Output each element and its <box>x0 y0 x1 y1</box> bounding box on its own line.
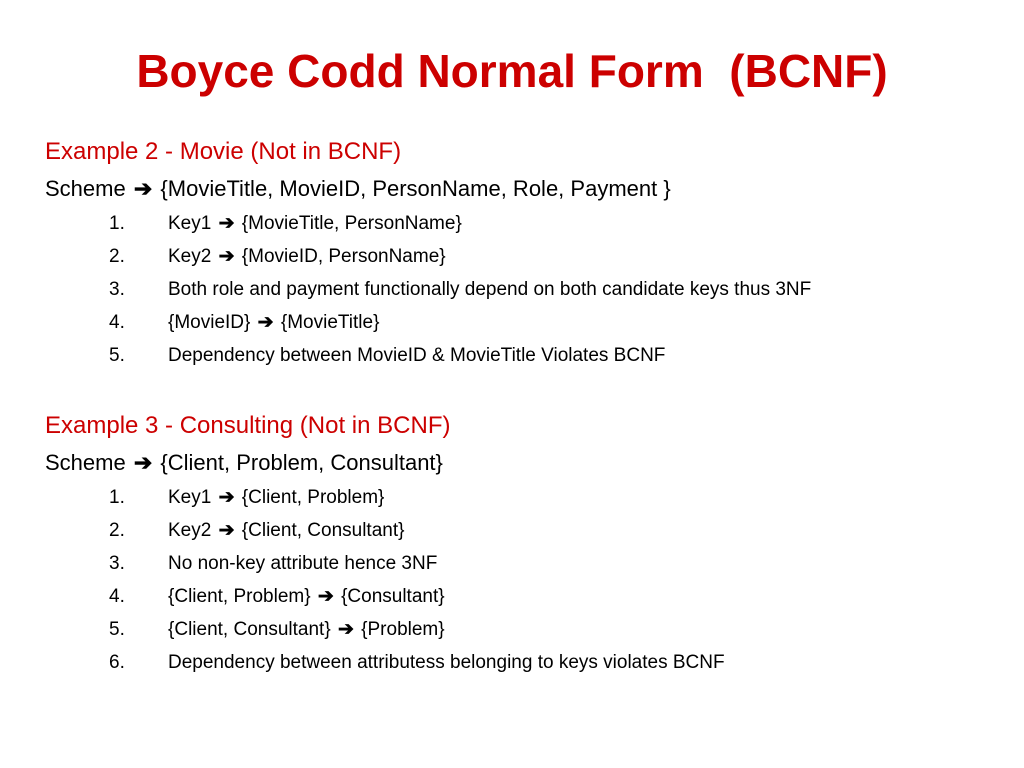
item-text <box>168 240 446 273</box>
item-text <box>168 306 379 339</box>
slide-title: Boyce Codd Normal Form (BCNF) <box>136 45 888 97</box>
example-heading: Example 2 - Movie (Not in BCNF) <box>45 138 402 165</box>
right-arrow-icon: ➔ <box>317 586 334 607</box>
item-text: Dependency between attributess belonging to keys violates BCNF <box>168 652 725 673</box>
list-item <box>45 547 1005 580</box>
list-item <box>45 240 1005 273</box>
dependency-right: {Client, Problem} <box>241 487 385 508</box>
item-number: 2. <box>109 520 125 541</box>
list-item <box>45 514 1005 547</box>
scheme-value: {Client, Problem, Consultant} <box>160 450 443 475</box>
example-heading: Example 3 - Consulting (Not in BCNF) <box>45 412 451 439</box>
dependency-left: {Client, Consultant} <box>168 619 331 640</box>
item-text <box>168 514 404 547</box>
dependency-left: {MovieID} <box>168 312 251 333</box>
list-item <box>45 207 1005 240</box>
right-arrow-icon: ➔ <box>133 176 153 201</box>
item-text: Dependency between MovieID & MovieTitle Violates BCNF <box>168 345 666 366</box>
right-arrow-icon: ➔ <box>218 213 235 234</box>
dependency-left: Key1 <box>168 487 212 508</box>
item-number: 5. <box>109 619 125 640</box>
right-arrow-icon: ➔ <box>257 312 274 333</box>
list-item <box>45 306 1005 339</box>
right-arrow-icon: ➔ <box>218 487 235 508</box>
scheme-label: Scheme <box>45 450 126 475</box>
dependency-right: {MovieID, PersonName} <box>241 246 446 267</box>
example-3-section <box>45 408 1005 679</box>
item-number: 6. <box>109 652 125 673</box>
item-text <box>168 580 445 613</box>
list-item <box>45 613 1005 646</box>
item-number: 1. <box>109 487 125 508</box>
list-item <box>45 481 1005 514</box>
example-2-section <box>45 134 1005 372</box>
item-number: 3. <box>109 279 125 300</box>
dependency-right: {MovieTitle, PersonName} <box>241 213 462 234</box>
right-arrow-icon: ➔ <box>218 520 235 541</box>
list-item <box>45 273 1005 306</box>
item-text: No non-key attribute hence 3NF <box>168 553 438 574</box>
item-text: Both role and payment functionally depend on both candidate keys thus 3NF <box>168 279 812 300</box>
item-number: 2. <box>109 246 125 267</box>
dependency-right: {Consultant} <box>341 586 445 607</box>
item-text <box>168 481 384 514</box>
right-arrow-icon: ➔ <box>337 619 354 640</box>
dependency-left: {Client, Problem} <box>168 586 311 607</box>
list-item <box>45 646 1005 679</box>
list-item <box>45 580 1005 613</box>
dependency-left: Key2 <box>168 246 212 267</box>
item-text <box>168 613 445 646</box>
scheme-line <box>45 444 1005 481</box>
scheme-label: Scheme <box>45 176 126 201</box>
dependency-right: {MovieTitle} <box>280 312 380 333</box>
dependency-left: Key2 <box>168 520 212 541</box>
dependency-right: {Client, Consultant} <box>241 520 405 541</box>
dependency-right: {Problem} <box>361 619 445 640</box>
item-text <box>168 207 462 240</box>
dependency-left: Key1 <box>168 213 212 234</box>
scheme-value: {MovieTitle, MovieID, PersonName, Role, Payment } <box>160 176 671 201</box>
right-arrow-icon: ➔ <box>218 246 235 267</box>
right-arrow-icon: ➔ <box>133 450 153 475</box>
numbered-list <box>45 481 1005 679</box>
item-number: 5. <box>109 345 125 366</box>
item-number: 4. <box>109 586 125 607</box>
scheme-line <box>45 170 1005 207</box>
item-number: 4. <box>109 312 125 333</box>
list-item <box>45 339 1005 372</box>
item-number: 3. <box>109 553 125 574</box>
numbered-list <box>45 207 1005 372</box>
item-number: 1. <box>109 213 125 234</box>
